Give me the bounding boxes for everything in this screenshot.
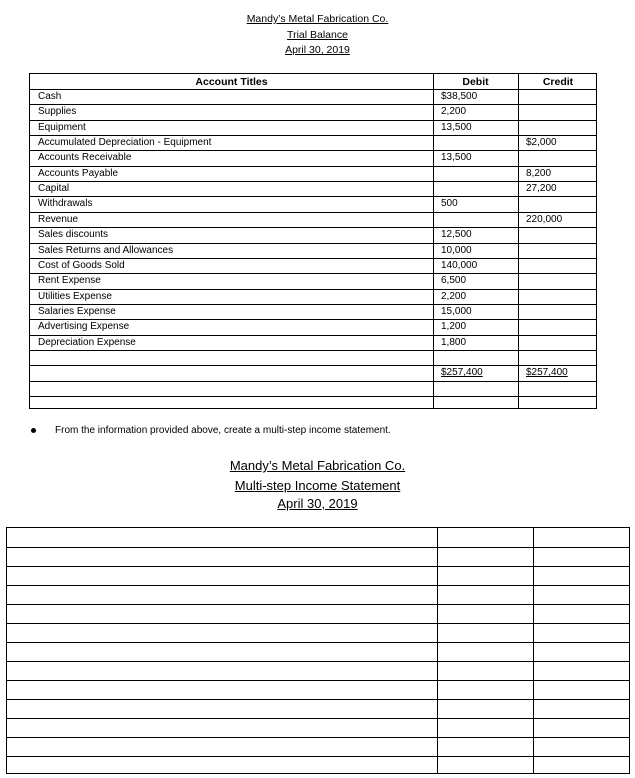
- tb-row-line: [30, 319, 596, 320]
- tb-date-text: April 30, 2019: [285, 44, 350, 56]
- is-row-line: [7, 585, 629, 586]
- is-company-name: [0, 456, 635, 475]
- tb-debit-amount: 13,500: [441, 152, 472, 163]
- tb-row-line: [30, 227, 596, 228]
- tb-account-title: Cost of Goods Sold: [38, 260, 125, 271]
- tb-account-title: Utilities Expense: [38, 291, 112, 302]
- tb-company-name-text: Mandy’s Metal Fabrication Co.: [246, 13, 389, 25]
- tb-date: [0, 43, 635, 58]
- tb-debit-amount: 2,200: [441, 106, 467, 117]
- is-row-line: [7, 642, 629, 643]
- tb-account-title: Capital: [38, 183, 70, 194]
- tb-title-text: Trial Balance: [287, 29, 348, 41]
- tb-row-line: [30, 135, 596, 136]
- tb-account-title: Supplies: [38, 106, 77, 117]
- tb-row-line: [30, 350, 596, 351]
- is-date: [0, 494, 635, 513]
- tb-debit-amount: 6,500: [441, 275, 467, 286]
- tb-row-line: [30, 150, 596, 151]
- tb-row-line: [30, 120, 596, 121]
- tb-account-title: Revenue: [38, 214, 79, 225]
- tb-row-line: [30, 381, 596, 382]
- tb-row-line: [30, 196, 596, 197]
- is-company-name-text: Mandy’s Metal Fabrication Co.: [229, 458, 406, 473]
- tb-account-title: Rent Expense: [38, 275, 101, 286]
- tb-debit-amount: 2,200: [441, 291, 467, 302]
- tb-row-line: [30, 304, 596, 305]
- tb-account-title: Accumulated Depreciation - Equipment: [38, 137, 212, 148]
- tb-credit-amount: 8,200: [526, 168, 552, 179]
- is-row-line: [7, 699, 629, 700]
- tb-company-name: [0, 12, 635, 27]
- tb-row-line: [30, 258, 596, 259]
- tb-row-line: [30, 396, 596, 397]
- tb-row-line: [30, 89, 596, 90]
- tb-header-account-titles: Account Titles: [195, 76, 268, 88]
- instruction-text: From the information provided above, create a multi-step income statement.: [55, 425, 391, 436]
- tb-debit-amount: $38,500: [441, 91, 478, 102]
- tb-account-title: Salaries Expense: [38, 306, 116, 317]
- tb-credit-amount: 27,200: [526, 183, 557, 194]
- tb-debit-divider: [433, 74, 434, 408]
- tb-debit-amount: 500: [441, 198, 458, 209]
- tb-account-title: Accounts Payable: [38, 168, 119, 179]
- tb-row-line: [30, 166, 596, 167]
- trial-balance-table: [29, 73, 597, 409]
- tb-account-title: Depreciation Expense: [38, 337, 136, 348]
- is-date-text: April 30, 2019: [277, 496, 358, 511]
- is-row-line: [7, 718, 629, 719]
- tb-row-line: [30, 365, 596, 366]
- tb-row-line: [30, 212, 596, 213]
- tb-account-title: Sales Returns and Allowances: [38, 245, 174, 256]
- is-title-text: Multi-step Income Statement: [234, 478, 401, 493]
- tb-debit-amount: 15,000: [441, 306, 472, 317]
- tb-debit-amount: 1,200: [441, 321, 467, 332]
- is-row-line: [7, 756, 629, 757]
- tb-credit-amount: $2,000: [526, 137, 557, 148]
- tb-total-credit: $257,400: [526, 367, 568, 378]
- tb-row-line: [30, 243, 596, 244]
- tb-account-title: Withdrawals: [38, 198, 93, 209]
- tb-debit-amount: 13,500: [441, 122, 472, 133]
- tb-account-title: Equipment: [38, 122, 86, 133]
- tb-account-title: Cash: [38, 91, 62, 102]
- tb-debit-amount: 10,000: [441, 245, 472, 256]
- tb-row-line: [30, 104, 596, 105]
- tb-total-debit: $257,400: [441, 367, 483, 378]
- tb-debit-amount: 140,000: [441, 260, 478, 271]
- is-row-line: [7, 623, 629, 624]
- tb-header-debit: Debit: [462, 76, 489, 88]
- tb-credit-amount: 220,000: [526, 214, 563, 225]
- tb-title: [0, 28, 635, 43]
- tb-account-title: Accounts Receivable: [38, 152, 132, 163]
- is-row-line: [7, 566, 629, 567]
- tb-account-title: Sales discounts: [38, 229, 109, 240]
- tb-row-line: [30, 273, 596, 274]
- tb-header-credit: Credit: [542, 76, 574, 88]
- tb-debit-amount: 12,500: [441, 229, 472, 240]
- tb-debit-amount: 1,800: [441, 337, 467, 348]
- is-row-line: [7, 604, 629, 605]
- tb-row-line: [30, 181, 596, 182]
- tb-credit-divider: [518, 74, 519, 408]
- is-row-line: [7, 661, 629, 662]
- tb-row-line: [30, 335, 596, 336]
- tb-row-line: [30, 289, 596, 290]
- tb-account-title: Advertising Expense: [38, 321, 130, 332]
- bullet-icon: [31, 428, 36, 433]
- is-row-line: [7, 737, 629, 738]
- is-title: [0, 476, 635, 495]
- is-row-line: [7, 547, 629, 548]
- income-statement-grid: [6, 527, 630, 774]
- is-row-line: [7, 680, 629, 681]
